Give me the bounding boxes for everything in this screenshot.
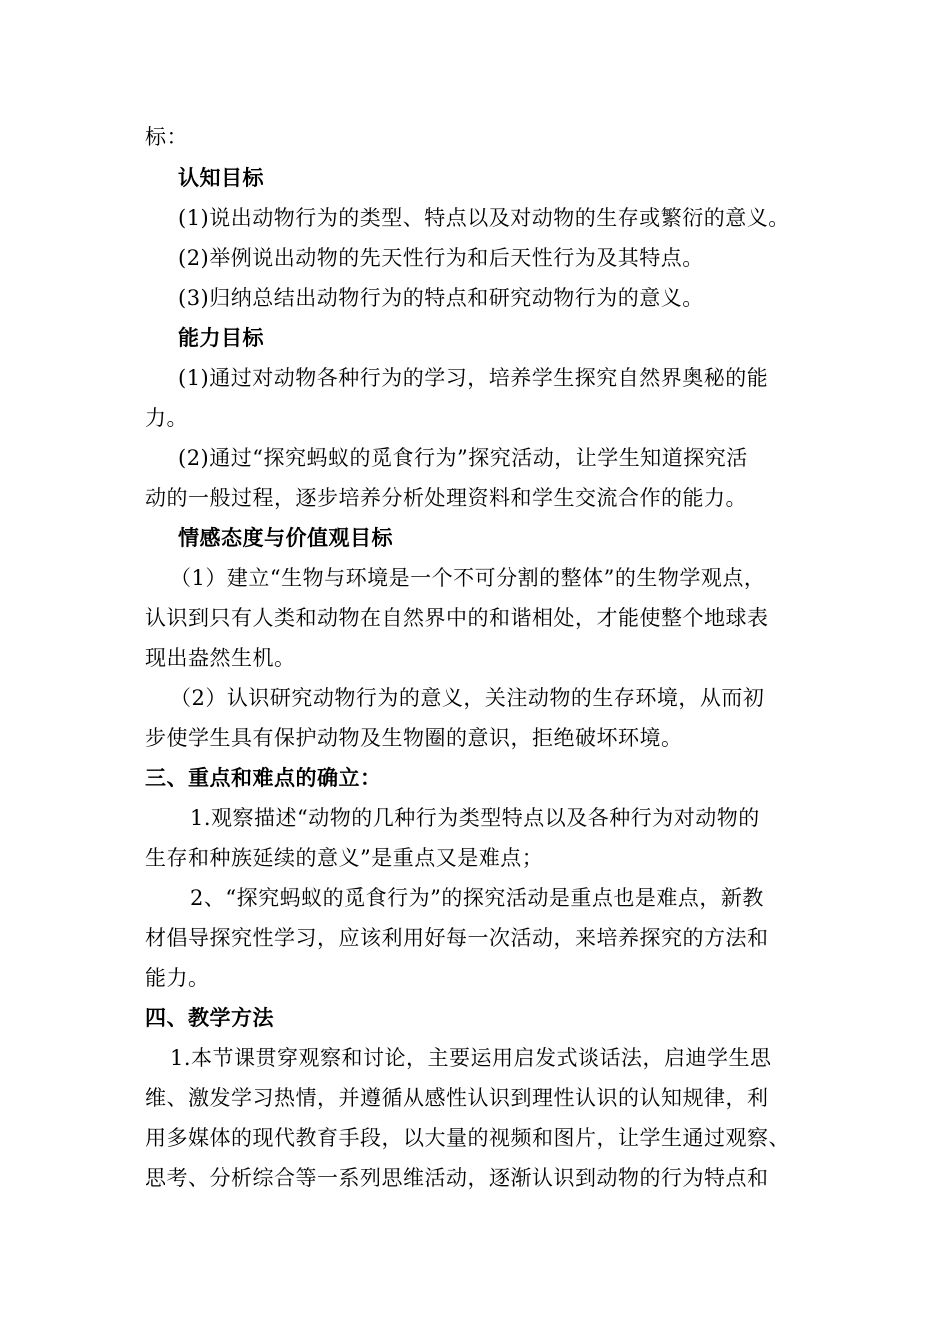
text-line: 标： [145,125,188,149]
text-line: 用多媒体的现代教育手段，以大量的视频和图片，让学生通过观察、 [145,1126,790,1150]
text-line: 2、“探究蚂蚁的觅食行为”的探究活动是重点也是难点，新教 [190,886,764,910]
heading-ability-goals: 能力目标 [178,326,264,350]
text-line: 步使学生具有保护动物及生物圈的意识，拒绝破坏环境。 [145,726,683,750]
section-heading-key-points: 三、重点和难点的确立： [145,766,382,790]
text-line: 维、激发学习热情，并遵循从感性认识到理性认识的认知规律，利 [145,1086,769,1110]
text-line: 生存和种族延续的意义”是重点又是难点； [145,846,544,870]
text-line: 力。 [145,406,188,430]
text-line: (1)说出动物行为的类型、特点以及对动物的生存或繁衍的意义。 [178,206,790,230]
text-line: (3)归纳总结出动物行为的特点和研究动物行为的意义。 [178,286,704,310]
text-line: 能力。 [145,966,210,990]
text-line: 现出盎然生机。 [145,646,296,670]
text-line: (1)通过对动物各种行为的学习，培养学生探究自然界奥秘的能 [178,366,769,390]
text-line: （2）认识研究动物行为的意义，关注动物的生存环境，从而初 [170,686,765,710]
text-line: 思考、分析综合等一系列思维活动，逐渐认识到动物的行为特点和 [145,1166,769,1190]
text-line: (2)举例说出动物的先天性行为和后天性行为及其特点。 [178,246,704,270]
heading-attitude-goals: 情感态度与价值观目标 [178,526,393,550]
text-line: 1.本节课贯穿观察和讨论，主要运用启发式谈话法，启迪学生思 [170,1046,772,1070]
heading-cognitive-goals: 认知目标 [178,166,264,190]
text-line: 1.观察描述“动物的几种行为类型特点以及各种行为对动物的 [190,806,760,830]
section-heading-teaching-methods: 四、教学方法 [145,1006,274,1030]
text-line: (2)通过“探究蚂蚁的觅食行为”探究活动，让学生知道探究活 [178,446,748,470]
text-line: 材倡导探究性学习，应该利用好每一次活动，来培养探究的方法和 [145,926,769,950]
text-line: （1）建立“生物与环境是一个不可分割的整体”的生物学观点， [170,566,766,590]
text-line: 认识到只有人类和动物在自然界中的和谐相处，才能使整个地球表 [145,606,769,630]
text-line: 动的一般过程，逐步培养分析处理资料和学生交流合作的能力。 [145,486,747,510]
